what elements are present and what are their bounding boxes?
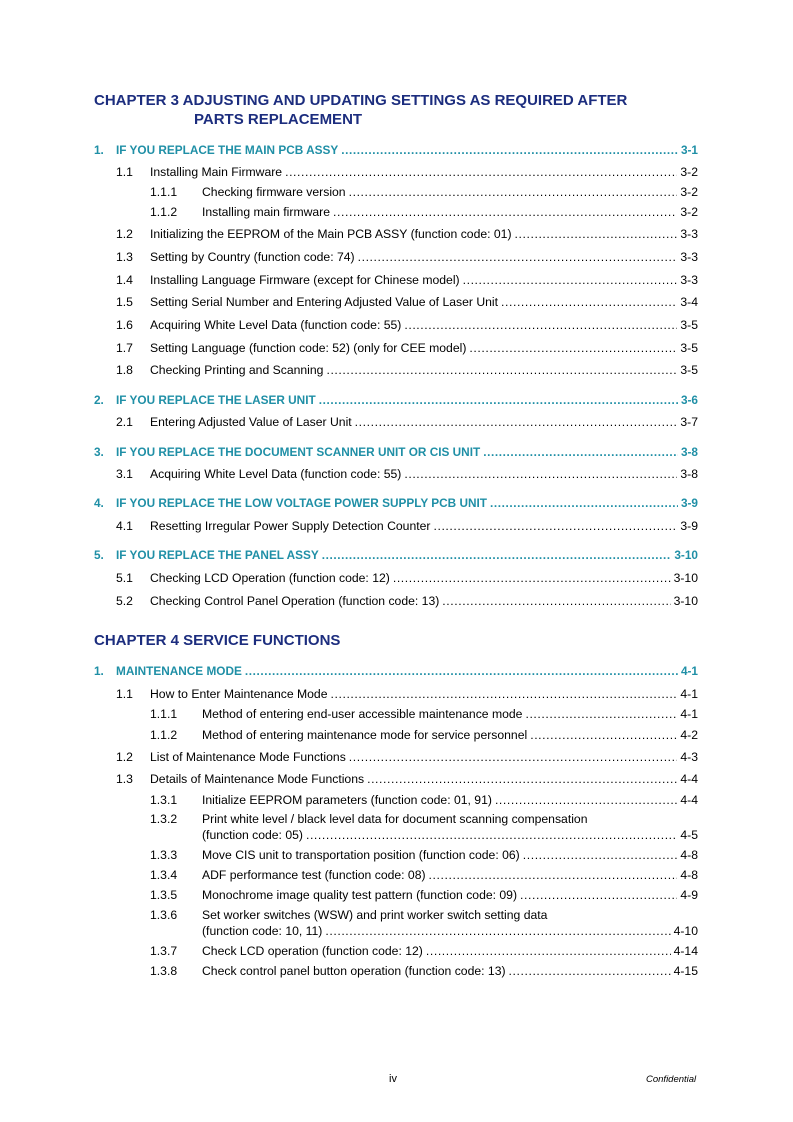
toc-entry[interactable] — [116, 772, 698, 787]
toc-entry-title: Print white level / black level data for document scanning compensation — [202, 812, 588, 826]
toc-entry-title: Check control panel button operation (function code: 13) — [202, 964, 506, 978]
toc-entry-page: 3-5 — [680, 341, 698, 355]
toc-entry-number: 1.3.7 — [150, 944, 178, 958]
toc-entry[interactable] — [116, 165, 698, 180]
toc-entry-page: 3-10 — [673, 594, 698, 608]
dot-leader — [245, 664, 678, 679]
toc-entry-title: List of Maintenance Mode Functions — [150, 750, 346, 764]
dot-leader — [469, 341, 677, 356]
toc-entry[interactable] — [116, 227, 698, 242]
toc-entry[interactable] — [150, 848, 698, 863]
toc-entry[interactable] — [150, 793, 698, 808]
toc-entry-number: 4. — [94, 496, 104, 510]
toc-entry-title: Setting Serial Number and Entering Adjusted Value of Laser Unit — [150, 295, 498, 309]
toc-entry-page: 3-1 — [680, 143, 698, 157]
toc-entry-number: 1.1.2 — [150, 205, 178, 219]
toc-entry[interactable] — [150, 812, 698, 827]
toc-entry-number: 3.1 — [116, 467, 133, 481]
page-number: iv — [389, 1073, 397, 1085]
dot-leader — [490, 496, 678, 511]
toc-entry-title: IF YOU REPLACE THE DOCUMENT SCANNER UNIT OR CIS UNIT — [116, 445, 481, 459]
dot-leader — [322, 548, 672, 563]
toc-entry[interactable] — [116, 318, 698, 333]
chapter-4-heading — [94, 631, 714, 650]
toc-entry[interactable] — [116, 687, 698, 702]
toc-entry-title: IF YOU REPLACE THE LASER UNIT — [116, 393, 316, 407]
toc-entry-page: 3-3 — [680, 227, 698, 241]
dot-leader — [306, 828, 677, 843]
dot-leader — [520, 888, 677, 903]
toc-entry[interactable] — [150, 964, 698, 979]
dot-leader — [509, 964, 671, 979]
toc-entry[interactable] — [116, 594, 698, 609]
toc-entry[interactable] — [116, 519, 698, 534]
toc-entry-title: IF YOU REPLACE THE MAIN PCB ASSY — [116, 143, 339, 157]
dot-leader — [442, 594, 670, 609]
toc-entry-number: 1.3.3 — [150, 848, 178, 862]
toc-entry-title: Method of entering maintenance mode for service personnel — [202, 728, 528, 742]
toc-entry-page: 4-5 — [680, 828, 698, 842]
toc-entry-title: Initializing the EEPROM of the Main PCB ASSY (function code: 01) — [150, 227, 512, 241]
toc-entry-number: 1.2 — [116, 750, 133, 764]
toc-entry-page: 4-3 — [680, 750, 698, 764]
toc-entry-page: 3-8 — [680, 445, 698, 459]
toc-entry-number: 2.1 — [116, 415, 133, 429]
toc-entry-number: 1.3 — [116, 250, 133, 264]
toc-entry[interactable] — [116, 467, 698, 482]
toc-entry[interactable] — [150, 888, 698, 903]
dot-leader — [325, 924, 670, 939]
toc-entry-title: Method of entering end-user accessible maintenance mode — [202, 707, 523, 721]
toc-entry-title: ADF performance test (function code: 08) — [202, 868, 426, 882]
toc-entry-page: 3-2 — [680, 165, 698, 179]
toc-entry-number: 1.1.1 — [150, 707, 178, 721]
chapter-3-heading — [94, 91, 714, 129]
toc-entry[interactable] — [116, 750, 698, 765]
toc-entry-number: 1.5 — [116, 295, 133, 309]
chapter-3-heading-line-1: CHAPTER 3 ADJUSTING AND UPDATING SETTINGS AS REQUIRED AFTER — [94, 92, 628, 109]
toc-entry-title: Entering Adjusted Value of Laser Unit — [150, 415, 352, 429]
toc-entry-title: Move CIS unit to transportation position (function code: 06) — [202, 848, 520, 862]
toc-entry-page: 3-10 — [674, 548, 698, 562]
toc-entry[interactable] — [150, 868, 698, 883]
toc-entry[interactable] — [94, 143, 698, 158]
toc-entry-title: Checking Control Panel Operation (function code: 13) — [150, 594, 440, 608]
toc-entry[interactable] — [116, 415, 698, 430]
toc-entry-page: 4-14 — [673, 944, 698, 958]
toc-entry[interactable] — [116, 295, 698, 310]
dot-leader — [355, 415, 678, 430]
toc-entry-page: 3-10 — [673, 571, 698, 585]
toc-entry-number: 1.3.4 — [150, 868, 178, 882]
toc-entry-number: 1.6 — [116, 318, 133, 332]
toc-entry-title: IF YOU REPLACE THE LOW VOLTAGE POWER SUPPLY PCB UNIT — [116, 496, 487, 510]
toc-entry-page: 3-9 — [680, 519, 698, 533]
dot-leader — [433, 519, 677, 534]
chapter-3-heading-line-2: PARTS REPLACEMENT — [194, 111, 363, 128]
toc-entry-number: 1.3.2 — [150, 812, 178, 826]
toc-entry-page: 4-1 — [680, 664, 698, 678]
dot-leader — [404, 318, 677, 333]
toc-entry-number: 1.1.1 — [150, 185, 178, 199]
toc-entry-page: 3-2 — [680, 185, 698, 199]
dot-leader — [393, 571, 671, 586]
toc-entry-page: 4-8 — [680, 848, 698, 862]
toc-entry-number: 1.4 — [116, 273, 133, 287]
toc-entry-number: 5. — [94, 548, 104, 562]
dot-leader — [495, 793, 677, 808]
toc-entry[interactable] — [150, 707, 698, 722]
toc-entry-page: 4-9 — [680, 888, 698, 902]
toc-entry-page: 4-10 — [673, 924, 698, 938]
toc-entry-title: Installing main firmware — [202, 205, 331, 219]
toc-entry-continuation[interactable] — [202, 924, 698, 939]
dot-leader — [429, 868, 678, 883]
toc-entry[interactable] — [94, 496, 698, 511]
toc-entry[interactable] — [150, 205, 698, 220]
toc-entry-page: 3-3 — [680, 250, 698, 264]
dot-leader — [530, 728, 677, 743]
toc-entry-title: Setting Language (function code: 52) (only for CEE model) — [150, 341, 467, 355]
dot-leader — [463, 273, 678, 288]
chapter-4-heading-line-1: CHAPTER 4 SERVICE FUNCTIONS — [94, 632, 341, 649]
toc-entry-page: 3-8 — [680, 467, 698, 481]
toc-entry-number: 1.1 — [116, 687, 133, 701]
dot-leader — [523, 848, 678, 863]
toc-entry-title: Resetting Irregular Power Supply Detection Counter — [150, 519, 431, 533]
toc-entry-title-continuation: (function code: 05) — [202, 828, 303, 842]
toc-entry-number: 3. — [94, 445, 104, 459]
dot-leader — [319, 393, 678, 408]
toc-entry[interactable] — [94, 445, 698, 460]
dot-leader — [367, 772, 677, 787]
toc-entry-page: 3-7 — [680, 415, 698, 429]
toc-entry-number: 2. — [94, 393, 104, 407]
dot-leader — [341, 143, 678, 158]
dot-leader — [326, 363, 677, 378]
dot-leader — [349, 185, 678, 200]
toc-entry-title: Installing Main Firmware — [150, 165, 283, 179]
dot-leader — [483, 445, 678, 460]
toc-entry-number: 4.1 — [116, 519, 133, 533]
toc-entry-title: Set worker switches (WSW) and print worker switch setting data — [202, 908, 548, 922]
toc-entry-title: MAINTENANCE MODE — [116, 664, 242, 678]
dot-leader — [525, 707, 677, 722]
toc-entry-page: 4-4 — [680, 772, 698, 786]
dot-leader — [501, 295, 677, 310]
toc-entry-page: 4-2 — [680, 728, 698, 742]
toc-entry-number: 1. — [94, 143, 104, 157]
toc-entry-title: Acquiring White Level Data (function code: 55) — [150, 467, 402, 481]
dot-leader — [331, 687, 678, 702]
toc-entry[interactable] — [150, 185, 698, 200]
toc-entry-title: Installing Language Firmware (except for Chinese model) — [150, 273, 460, 287]
toc-entry-page: 3-5 — [680, 363, 698, 377]
toc-entry-title: Checking firmware version — [202, 185, 346, 199]
toc-entry-title-continuation: (function code: 10, 11) — [202, 924, 323, 938]
toc-entry[interactable] — [94, 393, 698, 408]
toc-entry-title: Acquiring White Level Data (function code: 55) — [150, 318, 402, 332]
toc-entry-number: 1.7 — [116, 341, 133, 355]
toc-entry-page: 3-6 — [680, 393, 698, 407]
confidential-label: Confidential — [646, 1074, 697, 1085]
dot-leader — [349, 750, 678, 765]
toc-entry-number: 5.2 — [116, 594, 133, 608]
dot-leader — [333, 205, 677, 220]
dot-leader — [358, 250, 678, 265]
toc-entry-title: Setting by Country (function code: 74) — [150, 250, 355, 264]
toc-entry-title: Initialize EEPROM parameters (function code: 01, 91) — [202, 793, 492, 807]
dot-leader — [426, 944, 671, 959]
toc-entry-page: 4-1 — [680, 707, 698, 721]
toc-entry-number: 5.1 — [116, 571, 133, 585]
toc-entry-title: IF YOU REPLACE THE PANEL ASSY — [116, 548, 319, 562]
toc-entry[interactable] — [150, 944, 698, 959]
toc-entry-page: 4-8 — [680, 868, 698, 882]
toc-entry[interactable] — [116, 341, 698, 356]
toc-entry[interactable] — [150, 728, 698, 743]
toc-entry-number: 1.1.2 — [150, 728, 178, 742]
dot-leader — [515, 227, 678, 242]
toc-entry-number: 1.3 — [116, 772, 133, 786]
toc-entry[interactable] — [150, 908, 698, 923]
toc-entry-title: Details of Maintenance Mode Functions — [150, 772, 365, 786]
toc-entry[interactable] — [116, 250, 698, 265]
toc-entry[interactable] — [94, 664, 698, 679]
toc-entry-title: How to Enter Maintenance Mode — [150, 687, 328, 701]
toc-entry-page: 3-5 — [680, 318, 698, 332]
toc-entry-number: 1.3.8 — [150, 964, 178, 978]
toc-entry-title: Checking LCD Operation (function code: 12) — [150, 571, 390, 585]
toc-entry[interactable] — [116, 273, 698, 288]
toc-entry-title: Check LCD operation (function code: 12) — [202, 944, 423, 958]
toc-entry[interactable] — [116, 571, 698, 586]
toc-entry-page: 3-3 — [680, 273, 698, 287]
toc-entry-continuation[interactable] — [202, 828, 698, 843]
toc-entry-page: 4-15 — [673, 964, 698, 978]
toc-entry-title: Monochrome image quality test pattern (function code: 09) — [202, 888, 518, 902]
toc-entry-number: 1.3.6 — [150, 908, 178, 922]
toc-entry-page: 4-1 — [680, 687, 698, 701]
dot-leader — [285, 165, 677, 180]
toc-entry-number: 1.3.5 — [150, 888, 178, 902]
toc-entry-title: Checking Printing and Scanning — [150, 363, 324, 377]
toc-entry[interactable] — [94, 548, 698, 563]
dot-leader — [404, 467, 677, 482]
toc-entry-number: 1.3.1 — [150, 793, 178, 807]
toc-entry-page: 3-2 — [680, 205, 698, 219]
toc-entry-number: 1.8 — [116, 363, 133, 377]
toc-entry-number: 1.1 — [116, 165, 133, 179]
toc-entry-page: 4-4 — [680, 793, 698, 807]
toc-entry-number: 1. — [94, 664, 104, 678]
toc-entry-page: 3-4 — [680, 295, 698, 309]
toc-entry-page: 3-9 — [680, 496, 698, 510]
toc-entry-number: 1.2 — [116, 227, 133, 241]
toc-entry[interactable] — [116, 363, 698, 378]
